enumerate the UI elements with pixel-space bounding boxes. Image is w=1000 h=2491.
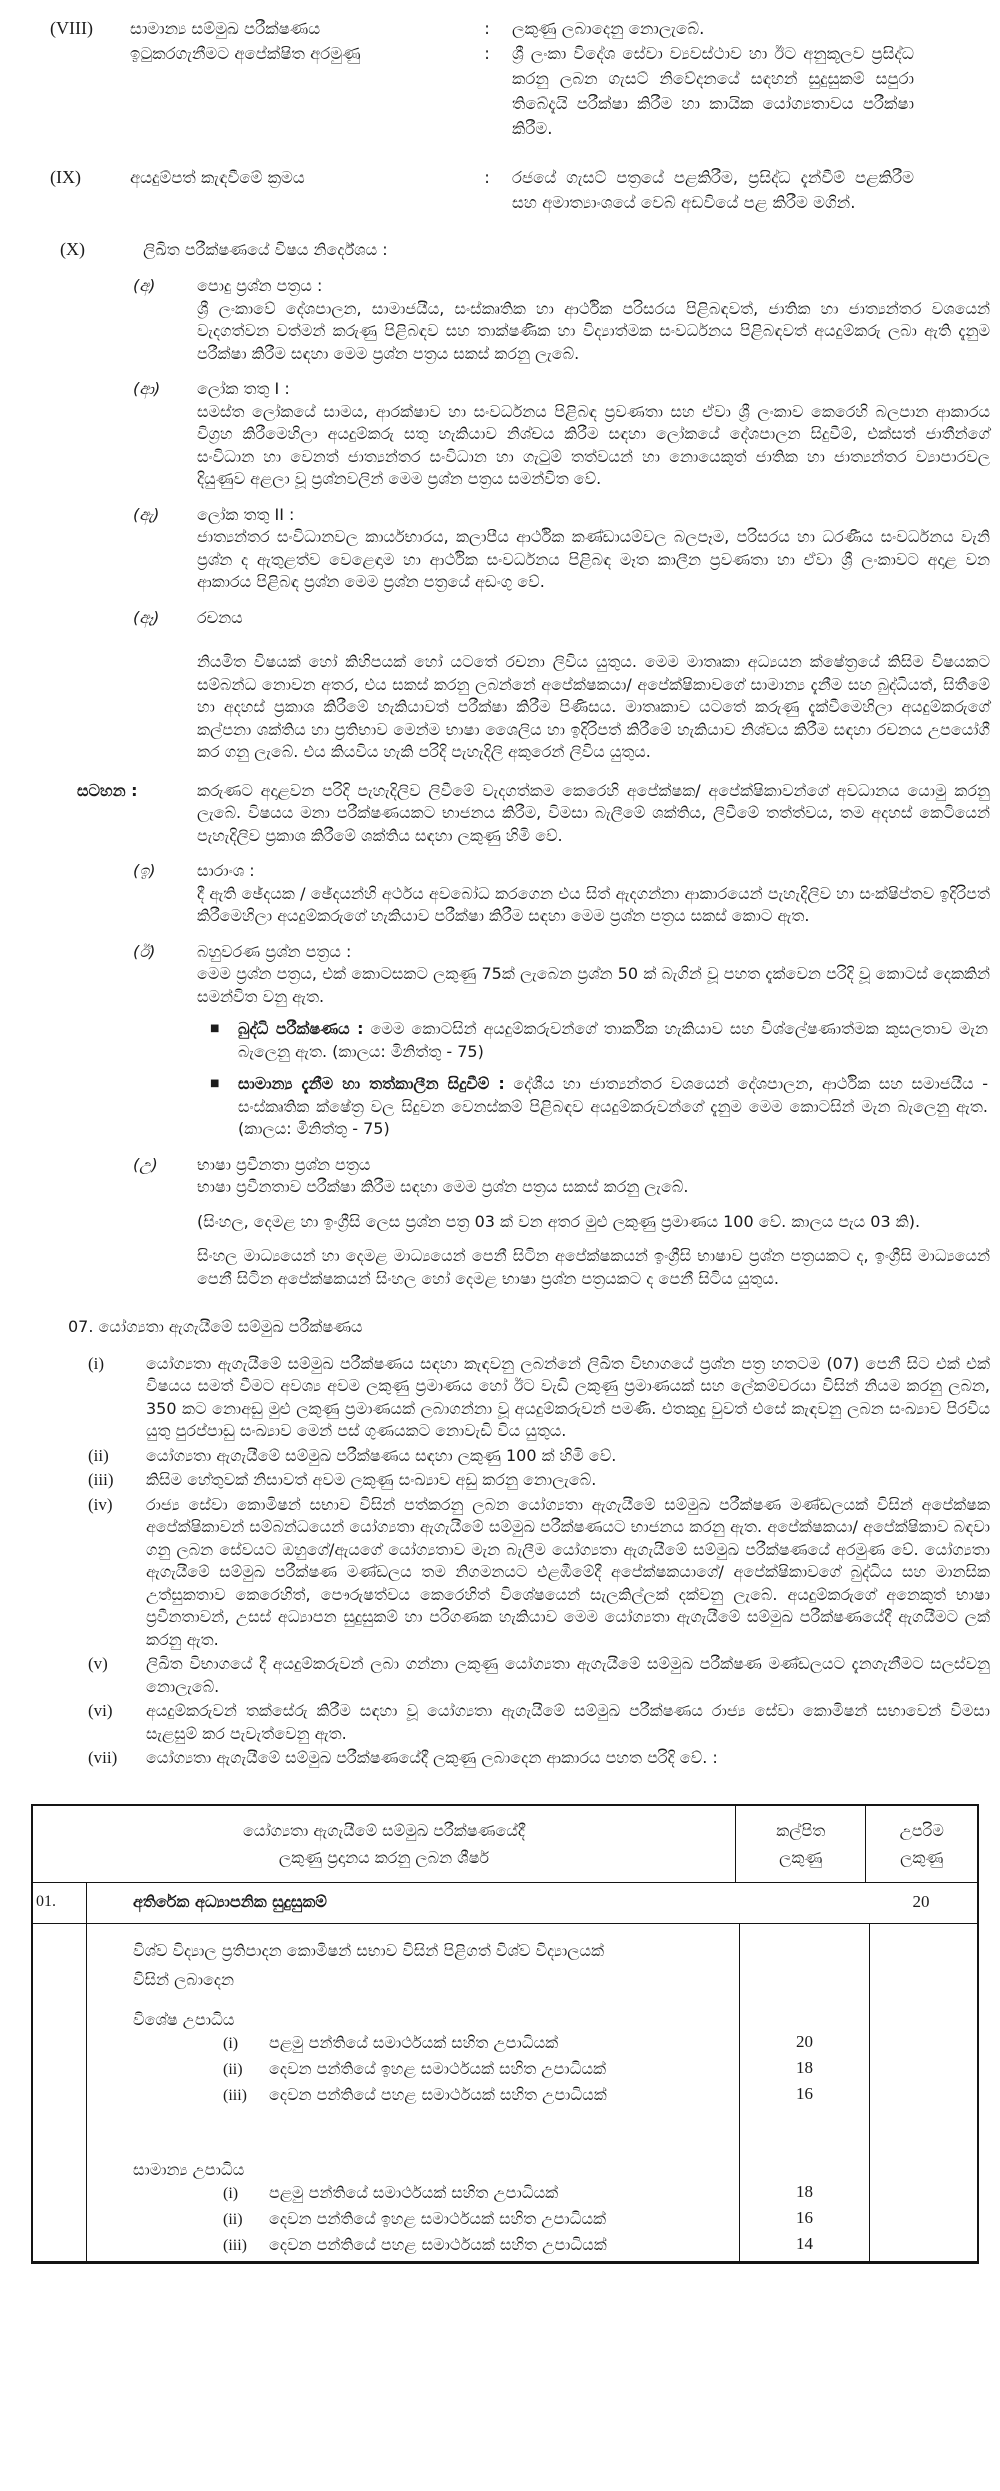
table-row-01 <box>33 1883 977 1924</box>
bullet-lead: සාමාන්‍ය දැනීම හා තත්කාලීන සිදුවීම් : <box>238 1074 505 1093</box>
item-numeral: (vi) <box>88 1701 113 1720</box>
subsection-marker: (ඉ) <box>133 861 156 880</box>
subsection-marker: (ඊ) <box>133 941 156 961</box>
special-degree-heading: විශේෂ උපාධිය <box>133 2010 235 2029</box>
item-text: දෙවන පන්තියේ ඉහළ සමාර්ථයක් සහිත උපාධියක් <box>269 2208 606 2228</box>
item-numeral: (i) <box>223 2034 239 2052</box>
header-allotted-line-2: ලකුණු <box>779 1847 823 1867</box>
subsection-body: සමස්ත ලෝකයේ සාමය, ආරක්ෂාව හා සංවර්ධනය පිළිබඳ ප්‍රවණතා සහ ඒවා ශ්‍රී ලංකාව කෙරෙහි බලපාන ආකාරය විග්‍රහ කිරීමෙහිලා අයදුම්කරු සතු හැකියාව නිශ්චය කිරීම සඳහා ලෝකයේ දේශපාලන සිදුවීම්, එක්සත් ජාතීන්ගේ සංවිධාන හා වෙනත් ජාත්‍යන්තර සංවිධාන හා ගැටුම් තත්වයන් හා නොයෙකුත් ජාතික හා ජාත්‍යන්තර ව්‍යාපාරවල දියුණුව අළලා වූ ප්‍රශ්නවලින් මෙම ප්‍රශ්න පත්‍රය සමන්විත වේ. <box>197 401 990 488</box>
item-numeral: (v) <box>88 1654 108 1673</box>
clause-x-heading <box>60 237 1000 262</box>
clause-label: අයදුම්පත් කැඳවීමේ ක්‍රමය <box>130 168 305 187</box>
subsection-content <box>197 607 990 764</box>
header-topics-line-2: ලකුණු ප්‍රදානය කරනු ලබන ශීර්ෂ <box>278 1847 490 1867</box>
subsection-body: මෙම ප්‍රශ්න පත්‍රය, එක් කොටසකට ලකුණු 75ක් ලැබෙන ප්‍රශ්න 50 ක් බැගින් වූ පහත දැක්වෙන පරිදි වූ කොටස් දෙකකින් සමන්විත වනු ඇත. <box>197 964 990 1006</box>
colon-separator: : <box>484 168 490 187</box>
marks-table <box>31 1804 979 2264</box>
table-detail-row <box>33 1924 977 2261</box>
clause-number: (IX) <box>50 167 81 187</box>
item-numeral: (iii) <box>223 2086 247 2104</box>
general-degree-heading: සාමාන්‍ය උපාධිය <box>133 2160 245 2179</box>
header-max-line-2: ලකුණු <box>900 1847 944 1867</box>
clause-label: ඉටුකරගැනීමට අපේක්ෂිත අරමුණු <box>130 44 361 63</box>
degree-item <box>133 2182 739 2208</box>
degree-item <box>133 2084 739 2110</box>
colon-separator: : <box>484 44 490 63</box>
subsection-title: භාෂා ප්‍රවීනතා ප්‍රශ්න පත්‍රය <box>197 1154 371 1174</box>
subsection-title: බහුවරණ ප්‍රශ්න පත්‍රය : <box>197 941 352 961</box>
item-numeral: (iv) <box>88 1494 113 1514</box>
subsection-body: භාෂා ප්‍රවීනතාව පරීක්ෂා කිරීම සඳහා මෙම ප්‍රශ්න පත්‍රය සකස් කරනු ලැබේ. <box>197 1177 689 1196</box>
item-numeral: (i) <box>223 2184 239 2202</box>
subsection-ii <box>133 941 1000 1009</box>
subsection-aa <box>133 378 1000 491</box>
subsection-marker: (ඇ) <box>133 504 160 524</box>
clause-value: ලකුණු ලබාදෙනු නොලැබේ. <box>512 19 705 38</box>
clause-viii-row-2 <box>0 41 1000 141</box>
detail-intro-line-2: විසින් ලබාදෙන <box>133 1969 234 1989</box>
item-text: දෙවන පන්තියේ පහළ සමාර්ථයක් සහිත උපාධියක් <box>269 2084 607 2104</box>
clause-number: (VIII) <box>50 18 93 38</box>
subsection-body: දී ඇති ඡේදයක / ඡේදයන්හි අර්ථය අවබෝධ කරගෙන එය සිත් ඇදගන්නා ආකාරයෙන් පැහැදිලිව හා සංක්ෂිප්තව ඉදිරිපත් කිරීමෙහිලා අයදුම්කරුගේ හැකියාව පරීක්ෂා කිරීම සඳහා මෙම ප්‍රශ්න පත්‍රය සකස් කොට ඇත. <box>197 883 990 925</box>
allotted-mark-value: 14 <box>796 2233 813 2253</box>
detail-number-cell <box>33 1924 87 2261</box>
subsection-title: රචනය <box>197 607 243 627</box>
subsection-aae <box>133 607 1000 764</box>
item-text: යෝග්‍යතා ඇගැයීමේ සම්මුඛ පරීක්ෂණය සඳහා කැඳවනු ලබන්නේ ලිඛිත විභාගයේ ප්‍රශ්න පත්‍ර හතටම (07) පෙනී සිට එක් එක් විෂයය සමත් වීමට අවශ්‍ය අවම ලකුණු ප්‍රමාණය හෝ ඊට වැඩි ලකුණු ප්‍රමාණයක් සහ ලේකම්වරයා විසින් නියම කරනු ලබන, 350 කට නොඅඩු මුළු ලකුණු ප්‍රමාණයක් ලබාගන්නා වූ අයදුම්කරුවන් පමණි. එතකුදු වුවත් එසේ කැඳවනු ලබන සංඛ්‍යාව පිරවිය යුතු පුරප්පාඩු සංඛ්‍යාව මෙන් පස් ගුණයකට නොවැඩි විය යුතුය. <box>146 1353 990 1440</box>
degree-item <box>133 2032 739 2058</box>
item-numeral: (iii) <box>223 2236 247 2254</box>
item-numeral: (ii) <box>88 1445 109 1465</box>
subsection-body: සිංහල මාධ්‍යයෙන් හා දෙමළ මාධ්‍යයෙන් පෙනී සිටින අපේක්ෂකයන් ඉංග්‍රීසි භාෂාව ප්‍රශ්න පත්‍රයකට ද, ඉංග්‍රීසි මාධ්‍යයෙන් පෙනී සිටින අපේක්ෂකයන් සිංහල හෝ දෙමළ භාෂා ප්‍රශ්න පත්‍රයකට ද පෙනී සිටිය යුතුය. <box>197 1246 990 1288</box>
header-max-line-1: උපරිම <box>899 1820 944 1840</box>
subsection-u <box>133 1154 1000 1291</box>
list-item-v <box>88 1653 1000 1698</box>
spacer <box>740 1940 869 2031</box>
note-text: කරුණට අදාළවන පරිදි පැහැදිලිව ලිවීමේ වැදගත්කම කෙරෙහි අපේක්ෂක/ අපේක්ෂිකාවන්ගේ අවධානය යොමු කරනු ලැබේ. විෂයය මනා පරීක්ෂණයකට භාජනය කිරීම, විමසා බැලීමේ ශක්තිය, ලිවීමේ තත්ත්වය, තම අදහස් කෙටියෙන් පැහැදිලිව ප්‍රකාශ කිරීමේ ශක්තිය සඳහා ලකුණු හිමි වේ. <box>197 780 990 845</box>
subsection-marker: (ඈ) <box>133 607 160 627</box>
list-item-vi <box>88 1700 1000 1745</box>
spacer <box>0 153 1000 165</box>
subsection-title: පොදු ප්‍රශ්න පත්‍රය : <box>197 276 323 295</box>
item-text: පළමු පන්තියේ සමාර්ථයක් සහිත උපාධියක් <box>269 2032 559 2052</box>
list-item-iii <box>88 1469 1000 1492</box>
subsection-content <box>197 860 990 928</box>
section-07-heading: 07. යෝග්‍යතා ඇගැයීමේ සම්මුඛ පරීක්ෂණය <box>68 1317 363 1336</box>
bullet-item-1 <box>210 1018 1000 1063</box>
spacer <box>133 2110 739 2152</box>
list-item-i <box>88 1353 1000 1443</box>
item-text: පළමු පන්තියේ සමාර්ථයක් සහිත උපාධියක් <box>269 2182 559 2202</box>
list-item-vii <box>88 1747 1000 1770</box>
subsection-marker: (ආ) <box>133 379 161 398</box>
item-text: යෝග්‍යතා ඇගැයීමේ සම්මුඛ පරීක්ෂණයේදී ලකුණු ලබාදෙන ආකාරය පහත පරිදි වේ. : <box>146 1748 718 1767</box>
list-item-ii <box>88 1445 1000 1468</box>
note-block <box>77 780 1000 848</box>
item-text: කිසිම හේතුවක් නිසාවත් අවම ලකුණු සංඛ්‍යාව අඩු කරනු නොලැබේ. <box>146 1470 597 1489</box>
subsection-title: ලෝක තතු I : <box>197 379 290 398</box>
header-topics-cell <box>33 1806 735 1882</box>
item-numeral: (ii) <box>223 2210 243 2228</box>
spacer <box>740 2109 869 2181</box>
detail-description-cell <box>87 1924 739 2261</box>
square-bullet-icon: ■ <box>210 1078 220 1089</box>
item-numeral: (iii) <box>88 1470 114 1489</box>
colon-separator: : <box>484 19 490 38</box>
clause-ix <box>0 165 1000 215</box>
clause-viii <box>0 16 1000 141</box>
row-number-cell: 01. <box>33 1883 87 1923</box>
allotted-mark-value: 18 <box>796 2181 813 2201</box>
degree-item <box>133 2058 739 2084</box>
marks-table-header <box>33 1806 977 1883</box>
subsection-content <box>197 504 990 594</box>
subsection-ae <box>133 504 1000 594</box>
detail-intro-line-1: විශ්ව විද්‍යාල ප්‍රතිපාදන කොමිෂන් සභාව විසින් පිළිගත් විශ්ව විද්‍යාලයක් <box>133 1940 604 1960</box>
header-topics-line-1: යෝග්‍යතා ඇගැයීමේ සම්මුඛ පරීක්ෂණයේදී <box>243 1820 526 1840</box>
allotted-mark-value: 20 <box>796 2031 813 2051</box>
subsection-marker: (උ) <box>133 1154 158 1174</box>
item-numeral: (vii) <box>88 1748 118 1767</box>
square-bullet-icon: ■ <box>210 1023 220 1034</box>
clause-label: සාමාන්‍ය සම්මුඛ පරීක්ෂණය <box>130 19 321 38</box>
subsection-content <box>197 1154 990 1291</box>
row-max-marks-cell: 20 <box>912 1892 930 1912</box>
subsection-body: නියමිත විෂයක් හෝ කිහිපයක් හෝ යටතේ රචනා ලිවිය යුතුය. මෙම මාතෘකා අධ්‍යයන ක්ෂේත්‍රයේ කිසිම විෂයකට සම්බන්ධ නොවන අතර, එය සකස් කරනු ලබන්නේ අපේක්ෂකයා/ අපේක්ෂිකාවගේ සාමාන්‍ය දැනීම සහ බුද්ධියත්, සිතීමේ හා අදහස් ප්‍රකාශ කිරීමේ හැකියාවත් පරීක්ෂා කිරීම පිණිසය. මාතෘකාව යටතේ කරුණු දැක්වීමෙහිලා අයදුම්කරුගේ කල්පනා ශක්තිය හා ප්‍රතිභාව මෙන්ම භාෂා ශෛලිය හා ඉදිරිපත් කිරීමේ හැකියාව නිශ්චය කිරීම සඳහා රචනය උපයෝගී කර ගනු ලැබේ. එය කියවිය හැකි පරිදි පැහැදිලි අකුරෙන් ලිවිය යුතුය. <box>197 652 990 761</box>
item-numeral: (ii) <box>223 2060 243 2078</box>
subsection-body: (සිංහල, දෙමළ හා ඉංග්‍රීසි ලෙස ප්‍රශ්න පත්‍ර 03 ක් වන අතර මුළු ලකුණු ප්‍රමාණය 100 වේ. කාලය පැය 03 කි). <box>197 1211 921 1231</box>
clause-value: ශ්‍රී ලංකා විදේශ සේවා ව්‍යවස්ථාව හා ඊට අනුකූලව ප්‍රසිද්ධ කරනු ලබන ගැසට් නිවේදනයේ සඳහන් සුදුසුකම් සපුරා තිබේදැයි පරීක්ෂා කිරීම හා කායික යෝග්‍යතාවය පරීක්ෂා කිරීම. <box>512 44 914 138</box>
allotted-mark-value: 16 <box>796 2207 813 2227</box>
bullet-rest: මෙම කොටසින් අයදුම්කරුවන්ගේ තාර්කික හැකියාව සහ විශ්ලේෂණාත්මක කුසලතාව මැන බැලෙනු ඇත. (කාලය: මිනිත්තු - 75) <box>238 1019 989 1061</box>
subsection-content <box>197 941 990 1009</box>
degree-item <box>133 2208 739 2234</box>
detail-allotted-marks-cell <box>739 1924 870 2261</box>
clause-x-title: ලිඛිත පරීක්ෂණයේ විෂය නිර්දේශය : <box>143 240 388 259</box>
clause-value: රජයේ ගැසට් පත්‍රයේ පළකිරීම, ප්‍රසිද්ධ දැන්වීම් පළකිරීම සහ අමාත්‍යාංශයේ වෙබ් අඩවියේ පළ කිරීම මගින්. <box>512 168 914 212</box>
clause-number: (X) <box>60 239 85 259</box>
section-07-items <box>0 1353 1000 1770</box>
subsection-content <box>197 275 990 365</box>
allotted-mark-value: 16 <box>796 2083 813 2103</box>
bullet-text <box>238 1073 988 1141</box>
subsection-title: ලෝක තතු II : <box>197 504 295 524</box>
bullet-text <box>238 1018 988 1063</box>
header-max-marks-cell <box>865 1806 977 1882</box>
subsection-title: සාරාංශ : <box>197 861 255 880</box>
item-text: දෙවන පන්තියේ ඉහළ සමාර්ථයක් සහිත උපාධියක් <box>269 2058 606 2078</box>
item-text: රාජ්‍ය සේවා කොමිෂන් සභාව විසින් පත්කරනු ලබන යෝග්‍යතා ඇගැයීමේ සම්මුඛ පරීක්ෂණ මණ්ඩලයක් විසින් අපේක්ෂක අපේක්ෂිකාවන් සම්බන්ධයෙන් යෝග්‍යතා ඇගැයීමේ සම්මුඛ පරීක්ෂණයට භාජනය කරනු ඇත. අපේක්ෂකයා/ අපේක්ෂිකාව බඳවා ගනු ලබන සේවයට ඔහුගේ/ඇයගේ යෝග්‍යතාව මැන බැලීම යෝග්‍යතා ඇගැයීමේ සම්මුඛ පරීක්ෂණයේ අරමුණ වේ. යෝග්‍යතා ඇගැයීමේ සම්මුඛ පරීක්ෂණ මණ්ඩලය තම නිගමනයට එළඹීමේදී අපේක්ෂකයාගේ/ අපේක්ෂිකාවගේ බුද්ධිය සහ මානසික උත්සුකතාව කෙරෙහිත්, පෞරුෂත්වය කෙරෙහිත් විශේෂයෙන් සැලකිල්ලක් දක්වනු ලැබේ. අයදුම්කරුගේ අනෙකුත් භාෂා ප්‍රවීනතාවන්, උසස් අධ්‍යාපන සුදුසුකම් හා පරිගණක හැකියාව මෙම යෝග්‍යතා ඇගැයීමේ සම්මුඛ පරීක්ෂණයේදී ඇගයීමට ලක් කරනු ඇත. <box>146 1494 990 1649</box>
bullet-lead: බුද්ධි පරීක්ෂණය : <box>238 1019 364 1038</box>
item-text: යෝග්‍යතා ඇගැයීමේ සම්මුඛ පරීක්ෂණය සඳහා ලකුණු 100 ක් හිමි වේ. <box>146 1445 617 1465</box>
detail-max-marks-cell <box>870 1924 977 2261</box>
item-numeral: (i) <box>88 1353 105 1373</box>
bullet-item-2 <box>210 1073 1000 1141</box>
clause-viii-row-1 <box>0 16 1000 41</box>
allotted-mark-value: 18 <box>796 2057 813 2077</box>
subsection-marker: (අ) <box>133 276 156 295</box>
header-allotted-marks-cell <box>735 1806 865 1882</box>
subsection-body: ජාත්‍යන්තර සංවිධානවල කාර්යභාරය, කලාපීය ආර්ථික කණ්ඩායම්වල බලපෑම, පරිසරය හා ධරණීය සංවර්ධනය වැනි ප්‍රශ්න ද ඇතුළත්ව වෙළෙඳාම හා ආර්ථික සංවර්ධනය පිළිබඳ මෑත කාලීන ප්‍රවණතා හා ඒවා ශ්‍රී ලංකාවට අදාළ වන ආකාරය පිළිබඳ ප්‍රශ්න මෙම ප්‍රශ්න පත්‍රයේ අඩංගු වේ. <box>197 527 990 591</box>
header-allotted-line-1: කල්පිත <box>776 1820 826 1840</box>
item-text: අයදුම්කරුවන් තක්සේරු කිරීම සඳහා වූ යෝග්‍යතා ඇගැයීමේ සම්මුඛ පරීක්ෂණය රාජ්‍ය සේවා කොමිෂන් සභාවෙන් විමසා සැළසුම් කර පැවැත්වෙනු ඇත. <box>146 1701 990 1743</box>
clause-ix-row <box>0 165 1000 215</box>
clause-number-spacer <box>50 41 130 141</box>
subsection-content <box>197 378 990 491</box>
subsection-a <box>133 275 1000 365</box>
bullet-rest: දේශීය හා ජාත්‍යන්තර වශයෙන් දේශපාලන, ආර්ථික සහ සමාජයීය - සංස්කෘතික ක්ෂේත්‍ර වල සිදුවන වෙනස්කම් පිළිබඳව අයදුම්කරුවන්ගේ දැනුම මෙම කොටසින් මැන බැලෙනු ඇත. (කාලය: මිනිත්තු - 75) <box>238 1074 988 1138</box>
degree-item <box>133 2234 739 2260</box>
list-item-iv <box>88 1494 1000 1652</box>
subsection-body: ශ්‍රී ලංකාවේ දේශපාලන, සාමාජයීය, සංස්කෘතික හා ආර්ථික පරිසරය පිළිබඳවත්, ජාතික හා ජාත්‍යන්තර වශයෙන් වැදගත්වන වත්මන් කරුණු පිළිබඳව සහ තාක්ෂණික හා විද්‍යාත්මක සංවර්ධනය පිළිබඳවත් අයදුම්කරු ලබා ඇති දැනුම පරීක්ෂා කිරීම සඳහා මෙම ප්‍රශ්න පත්‍රය සකස් කරනු ලැබේ. <box>197 298 990 363</box>
subsection-i <box>133 860 1000 928</box>
item-text: ලිඛිත විභාගයේ දී අයදුම්කරුවන් ලබා ගන්නා ලකුණු යෝග්‍යතා ඇගැයීමේ සම්මුඛ පරීක්ෂණ මණ්ඩලයට දැනගැනීමට සලස්වනු නොලැබේ. <box>146 1654 990 1696</box>
row-title-cell: අතිරේක අධ්‍යාපනික සුදුසුකම් <box>133 1892 327 1912</box>
note-label: සටහන : <box>77 780 138 800</box>
item-text: දෙවන පන්තියේ පහළ සමාර්ථයක් සහිත උපාධියක් <box>269 2234 607 2254</box>
